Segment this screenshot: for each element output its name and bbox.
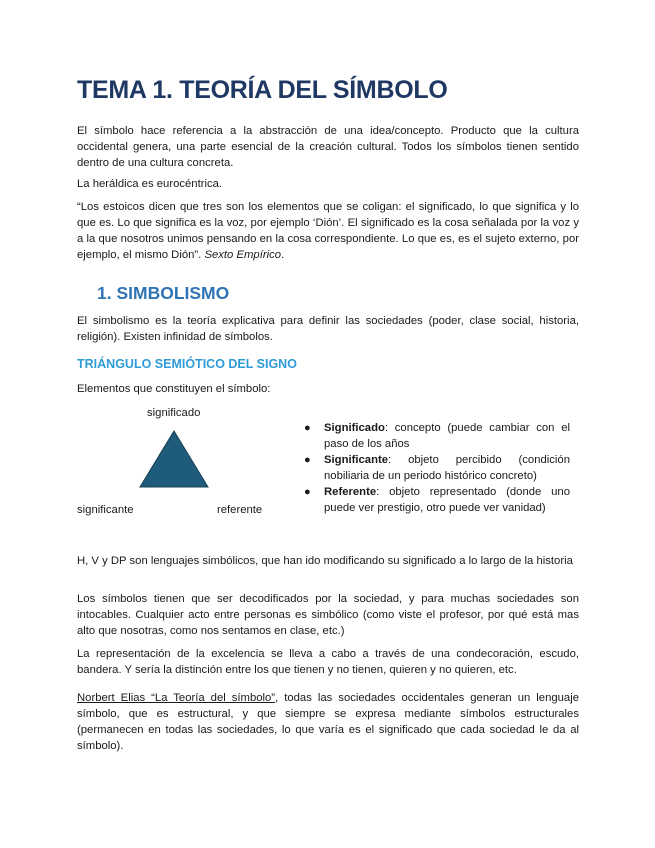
bullet-term: Significado: [324, 422, 385, 434]
quote-text: “Los estoicos dicen que tres son los elementos que se coligan: el significado, lo que significa y lo que es. Lo que significa es la voz, por ejemplo ‘Dión’. El significado es la cosa señalada por la voz y a la que nosotros unimos pensando en la cosa correspondiente. Lo que es, es el sujeto externo, por ejemplo, el mismo Dión”.: [77, 201, 579, 261]
bullet-text: : objeto percibido (condición nobiliaria de un periodo histórico concreto): [324, 454, 570, 482]
page-title: TEMA 1. TEORÍA DEL SÍMBOLO: [77, 76, 448, 104]
bullet-text: : concepto (puede cambiar con el paso de los años: [324, 422, 570, 450]
elias-text: , todas las sociedades occidentales generan un lenguaje símbolo, que es estructural, y que siempre se expresa mediante símbolos estructurales (permanecen en todas las sociedades, lo que varía es el significado que cada sociedad le da al símbolo).: [77, 692, 579, 752]
excellence-paragraph: La representación de la excelencia se lleva a cabo a través de una condecoración, escudo, bandera. Y sería la distinción entre los que tienen y no tienen, quieren y no quieren, etc.: [77, 648, 579, 676]
quote-end: .: [281, 249, 285, 261]
bullet-icon: ●: [304, 422, 311, 434]
bullet-term: Referente: [324, 486, 377, 498]
simbolismo-paragraph: El simbolismo es la teoría explicativa para definir las sociedades (poder, clase social, historia, religión). Existen infinidad de símbolos.: [77, 315, 579, 343]
list-item: [304, 420, 570, 452]
section-heading-simbolismo: 1. SIMBOLISMO: [97, 283, 230, 303]
stoics-quote: [77, 199, 579, 263]
quote-source: Sexto Empírico: [204, 249, 282, 261]
triangle-shape: [140, 431, 208, 487]
list-item: [304, 484, 570, 516]
languages-paragraph: H, V y DP son lenguajes simbólicos, que han ido modificando su significado a lo largo de la historia: [77, 555, 573, 567]
intro-paragraph: El símbolo hace referencia a la abstracción de una idea/concepto. Producto que la cultura occidental genera, una parte esencial de la creación cultural. Todos los símbolos tienen sentido dentro de una cultura concreta.: [77, 125, 579, 169]
triangle-label-significante: significante: [77, 504, 134, 516]
triangle-elements-list: [304, 420, 570, 516]
heraldry-paragraph: La heráldica es eurocéntrica.: [77, 178, 223, 190]
elias-paragraph: [77, 690, 579, 754]
bullet-icon: ●: [304, 486, 311, 498]
list-item: [304, 452, 570, 484]
bullet-term: Significante: [324, 454, 389, 466]
bullet-text: : objeto representado (donde uno puede ver prestigio, otro puede ver vanidad): [324, 486, 570, 514]
elias-reference: Norbert Elias “La Teoría del símbolo”: [77, 692, 276, 704]
bullet-icon: ●: [304, 454, 311, 466]
semiotic-triangle: [138, 429, 210, 489]
elements-intro: Elementos que constituyen el símbolo:: [77, 383, 271, 395]
decoding-paragraph: Los símbolos tienen que ser decodificados por la sociedad, y para muchas sociedades son intocables. Cualquier acto entre personas es simbólico (como viste el profesor, por qué está mas alto que nosotras, como nos sentamos en clase, etc.): [77, 593, 579, 637]
triangle-label-significado: significado: [147, 407, 201, 419]
triangle-label-referente: referente: [217, 504, 263, 516]
subsection-heading-triangulo: TRIÁNGULO SEMIÓTICO DEL SIGNO: [77, 357, 297, 371]
